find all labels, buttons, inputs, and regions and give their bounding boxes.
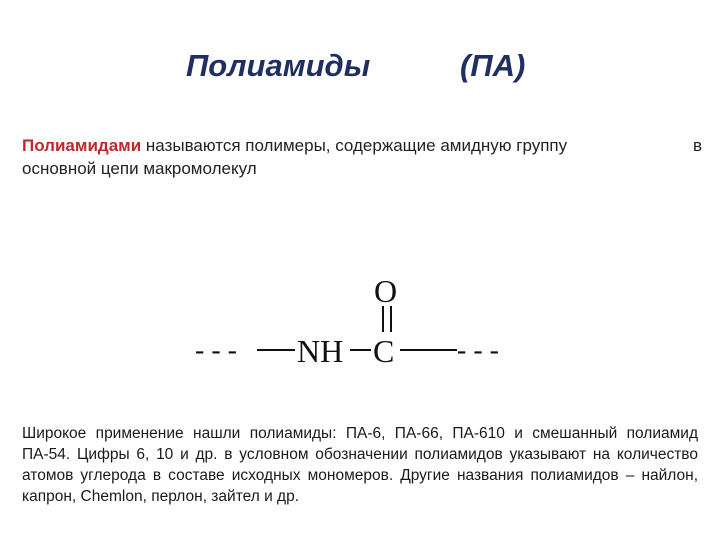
definition-term: Полиамидами xyxy=(22,136,142,155)
formula-o: O xyxy=(374,273,398,309)
formula-right-dashes: - - - xyxy=(457,335,499,366)
formula-left-dashes: - - - xyxy=(195,335,237,366)
definition-text xyxy=(22,134,702,180)
formula-c: C xyxy=(373,333,395,369)
definition-line-1 xyxy=(22,134,702,157)
amide-formula-svg xyxy=(195,270,525,380)
definition-line-2: основной цепи макромолекул xyxy=(22,159,257,178)
applications-paragraph: Широкое применение нашли полиамиды: ПА-6, ПА-66, ПА-610 и смешанный полиамид ПА-54. Цифры 6, 10 и др. в условном обозначении полиамидов указывают на количество атомов углерода в составе исходных мономеров. Другие названия полиамидов – найлон, капрон, Chemlon, перлон, зайтел и др. xyxy=(22,425,698,505)
page-title xyxy=(0,48,720,98)
title-main: Полиамиды xyxy=(186,48,371,83)
definition-line-1-text: называются полимеры, содержащие амидную группу xyxy=(141,136,568,155)
formula-nh: NH xyxy=(297,333,344,369)
title-abbreviation: (ПА) xyxy=(460,48,526,83)
amide-group-formula xyxy=(195,270,525,380)
definition-line-1-end: в xyxy=(692,136,702,155)
definition-line-1-start xyxy=(22,134,567,157)
